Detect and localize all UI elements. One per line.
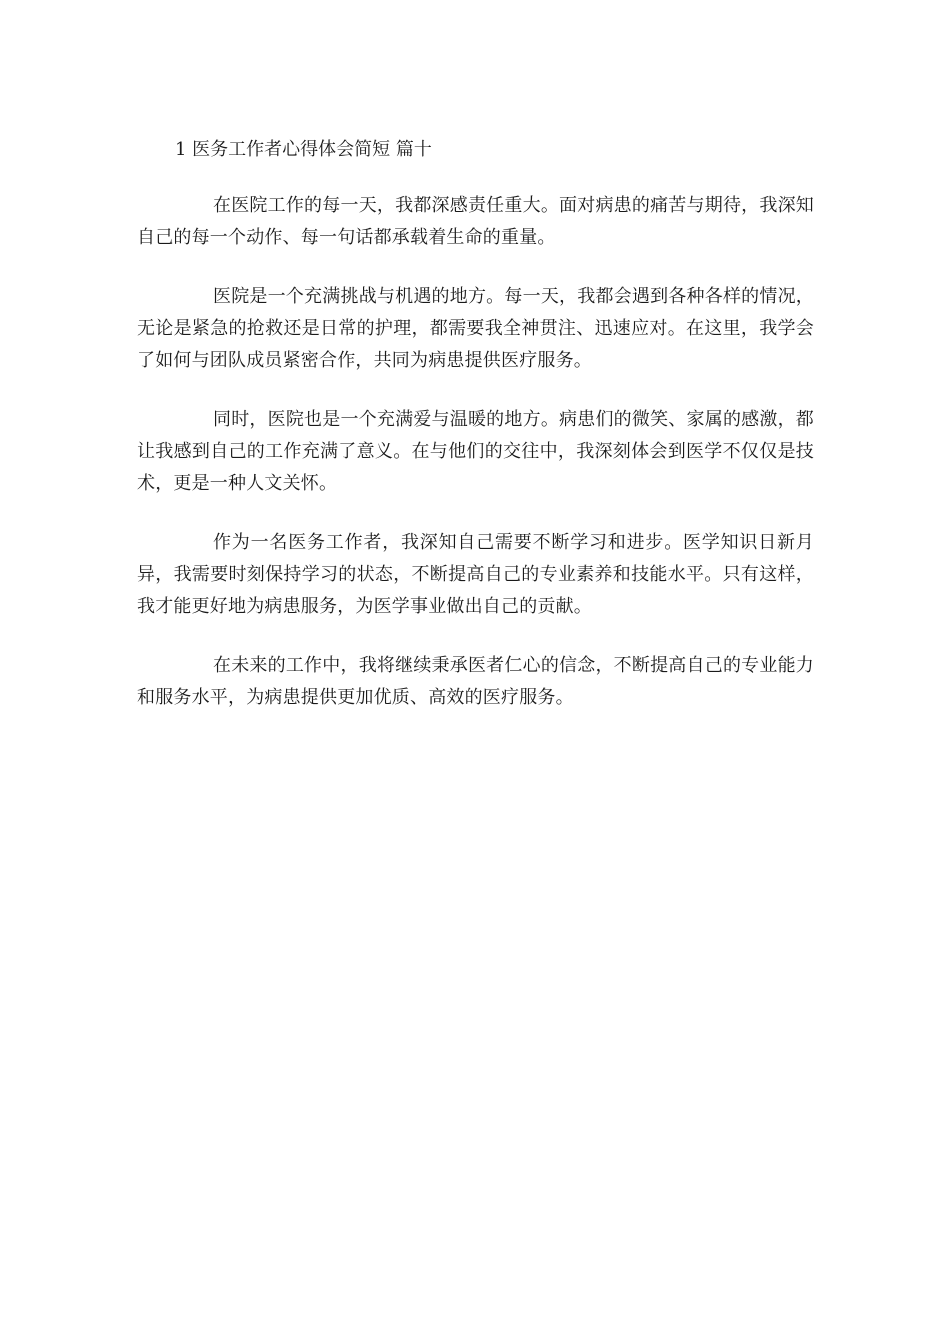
paragraph-1: 在医院工作的每一天，我都深感责任重大。面对病患的痛苦与期待，我深知自己的每一个动作、每一句话都承载着生命的重量。 (137, 195, 814, 248)
paragraph-5: 在未来的工作中，我将继续秉承医者仁心的信念，不断提高自己的专业能力和服务水平，为病患提供更加优质、高效的医疗服务。 (137, 655, 814, 708)
paragraph-2: 医院是一个充满挑战与机遇的地方。每一天，我都会遇到各种各样的情况，无论是紧急的抢救还是日常的护理，都需要我全神贯注、迅速应对。在这里，我学会了如何与团队成员紧密合作，共同为病患提供医疗服务。 (137, 286, 814, 371)
paragraph-3: 同时，医院也是一个充满爱与温暖的地方。病患们的微笑、家属的感激，都让我感到自己的工作充满了意义。在与他们的交往中，我深刻体会到医学不仅仅是技术，更是一种人文关怀。 (137, 409, 814, 494)
paragraph-4: 作为一名医务工作者，我深知自己需要不断学习和进步。医学知识日新月异，我需要时刻保持学习的状态，不断提高自己的专业素养和技能水平。只有这样，我才能更好地为病患服务，为医学事业做出自己的贡献。 (137, 532, 814, 617)
document-body (137, 190, 814, 741)
document-title: 1 医务工作者心得体会简短 篇十 (175, 139, 432, 160)
